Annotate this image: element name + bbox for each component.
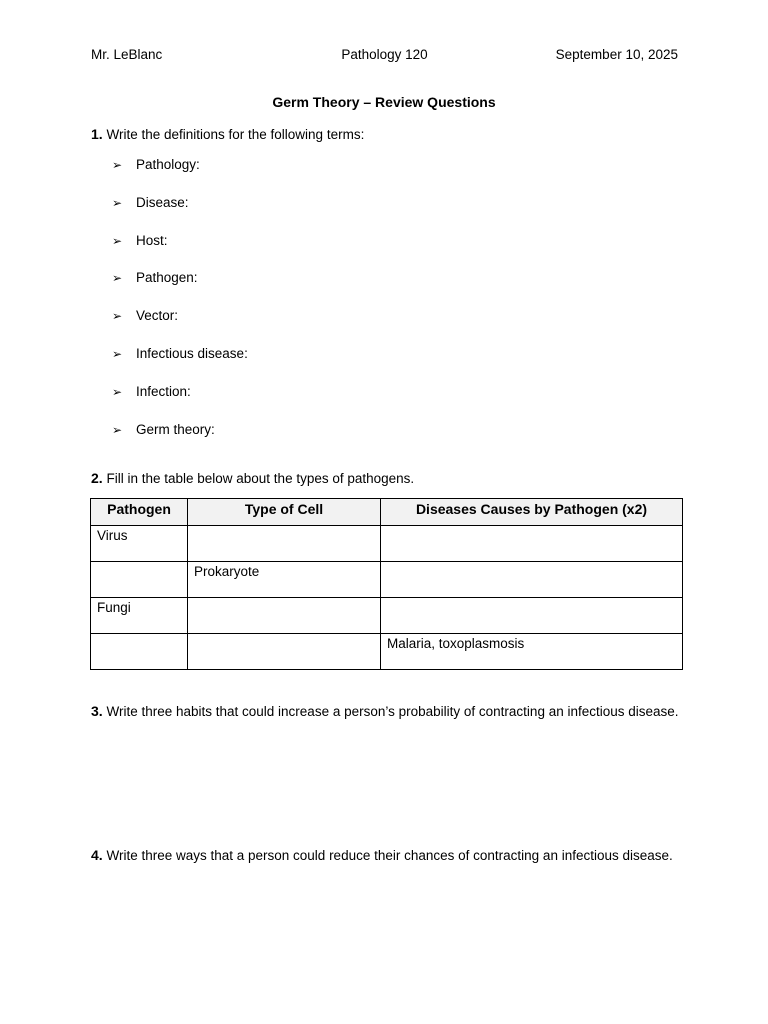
header-date: September 10, 2025 [555,47,678,62]
table-cell [188,634,381,670]
term-list [112,155,248,457]
table-header-row [91,499,683,526]
column-header: Pathogen [91,499,188,526]
question-1 [91,124,681,145]
term-item [112,231,248,269]
table-row [91,598,683,634]
term-item [112,155,248,193]
arrow-bullet-icon: ➢ [112,195,123,210]
term-item [112,420,248,458]
term-label: Infection: [136,383,191,399]
question-4-number: 4. [91,847,103,863]
question-2-text: Fill in the table below about the types of pathogens. [106,471,415,486]
page-title: Germ Theory – Review Questions [272,94,496,110]
question-4 [91,845,681,866]
table-cell [91,562,188,598]
table-cell [381,562,683,598]
pathogen-table [90,498,683,670]
term-item [112,306,248,344]
table-cell: Virus [91,526,188,562]
page-header [91,47,678,65]
term-label: Pathology: [136,157,200,172]
column-header: Diseases Causes by Pathogen (x2) [381,499,683,526]
arrow-bullet-icon: ➢ [112,271,123,286]
arrow-bullet-icon: ➢ [112,346,123,361]
question-1-number: 1. [91,126,103,142]
arrow-bullet-icon: ➢ [112,384,123,399]
term-label: Infectious disease: [136,345,248,361]
term-label: Host: [136,232,168,248]
term-item [112,268,248,306]
table-cell [91,634,188,670]
table-cell: Malaria, toxoplasmosis [381,634,683,670]
term-label: Germ theory: [136,421,215,437]
term-label: Disease: [136,194,189,210]
column-header: Type of Cell [188,499,381,526]
table-cell: Prokaryote [188,562,381,598]
arrow-bullet-icon: ➢ [112,422,123,437]
table-cell [188,526,381,562]
question-3 [91,701,681,722]
table-row [91,634,683,670]
question-3-number: 3. [91,703,103,719]
course-name: Pathology 120 [341,47,428,62]
table-cell [188,598,381,634]
table-cell [381,598,683,634]
table-row [91,562,683,598]
table-cell [381,526,683,562]
table-row [91,526,683,562]
arrow-bullet-icon: ➢ [112,309,123,324]
question-4-text: Write three ways that a person could reduce their chances of contracting an infectious disease. [106,848,673,863]
question-2-number: 2. [91,470,103,486]
question-1-text: Write the definitions for the following terms: [106,127,365,142]
arrow-bullet-icon: ➢ [112,158,123,172]
arrow-bullet-icon: ➢ [112,233,123,248]
table-cell: Fungi [91,598,188,634]
teacher-name: Mr. LeBlanc [91,47,163,62]
term-item [112,344,248,382]
term-item [112,193,248,231]
question-2 [91,468,681,489]
term-label: Vector: [136,308,179,324]
term-item [112,382,248,420]
term-label: Pathogen: [136,270,198,286]
question-3-text: Write three habits that could increase a person’s probability of contracting an infectious disease. [106,704,679,719]
